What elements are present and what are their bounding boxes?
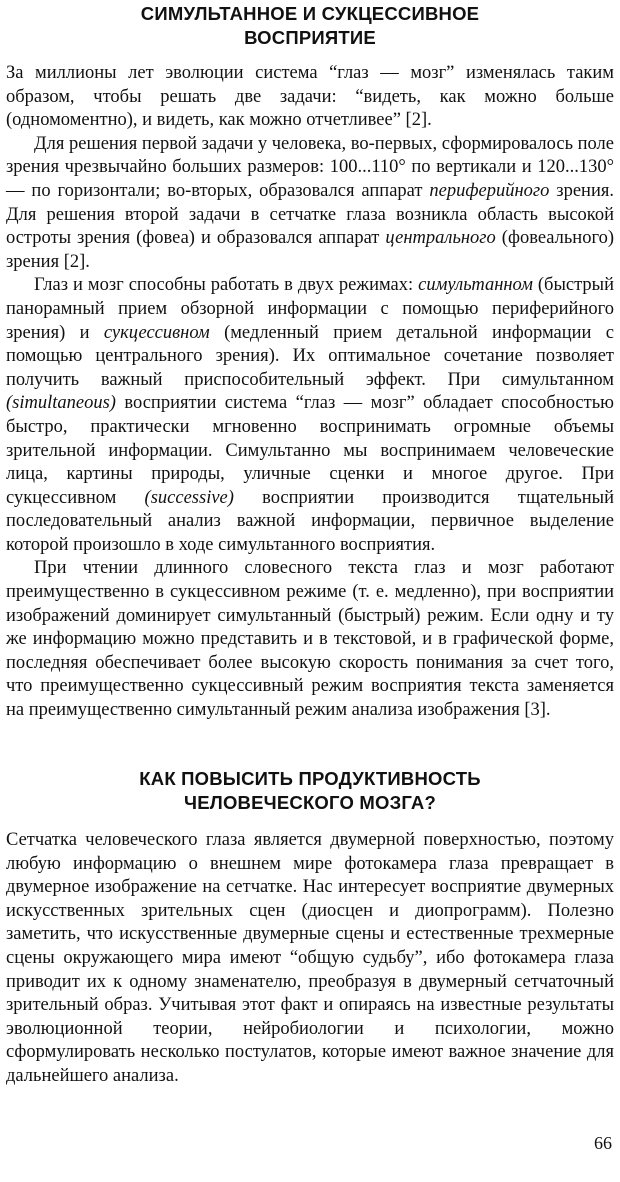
section-title-line: СИМУЛЬТАННОЕ И СУКЦЕССИВНОЕ — [140, 3, 480, 24]
section-title-line: КАК ПОВЫСИТЬ ПРОДУКТИВНОСТЬ — [139, 768, 481, 789]
text-run: Глаз и мозг способны работать в двух режимах: — [34, 275, 419, 296]
text-run: (медленный прием детальной информации с помощью центрального зрения). Их оптимальное сочетание позволяет получить важный приспособительный эффект. При симультанном — [6, 322, 615, 390]
section-title-simultaneous — [0, 2, 620, 50]
section-title-productivity — [0, 767, 620, 815]
italic-term: (successive) — [144, 487, 234, 508]
section-title-line: ЧЕЛОВЕЧЕСКОГО МОЗГА? — [184, 792, 436, 813]
text-run: восприятии система “глаз — мозг” обладает способностью быстро, практически мгновенно воспринимать огромные объемы зрительной информации. Симультанно мы воспринимаем человеческие лица, картины природы, уличные сценки и многое другое. При сукцессивном — [6, 393, 614, 508]
page-number: 66 — [594, 1133, 612, 1153]
text-run: (быстрый панорамный прием обзорной информации с помощью периферийного зрения) и — [6, 275, 614, 343]
italic-term: симультанном — [418, 275, 533, 296]
italic-term: центрального — [385, 228, 496, 249]
paragraph — [6, 133, 614, 275]
text-run: (фовеального) зрения [2]. — [6, 228, 614, 272]
section-title-line: ВОСПРИЯТИЕ — [244, 27, 376, 48]
text-run: зрения. Для решения второй задачи в сетчатке глаза возникла область высокой остроты зрения (фовеа) и образовался аппарат — [6, 180, 614, 249]
section-body-productivity — [6, 829, 614, 1089]
italic-term: (simultaneous) — [6, 393, 116, 414]
paragraph: Сетчатка человеческого глаза является двумерной поверхностью, поэтому любую информацию о внешнем мире фотокамера глаза превращает в двумерное изображение на сетчатке. Нас интересует восприятие двумерных искусственных зрительных сцен (диосцен и диопрограмм). Полезно заметить, что искусственные двумерные сцены и естественные трехмерные сцены окружающего мира имеют “общую судьбу”, ибо фотокамера глаза приводит их к одному знаменателю, преобразуя в двумерный сетчаточный зрительный образ. Учитывая этот факт и опираясь на известные результаты эволюционной теории, нейробиологии и психологии, можно сформулировать несколько постулатов, которые имеют важное значение для дальнейшего анализа. — [6, 830, 614, 1086]
italic-term: сукцессивном — [103, 322, 210, 343]
section-body-simultaneous — [6, 62, 614, 723]
paragraph: При чтении длинного словесного текста глаз и мозг работают преимущественно в сукцессивном режиме (т. е. медленно), при восприятии изображений доминирует симультанный (быстрый) режим. Если одну и ту же информацию можно представить и в текстовой, и в графической форме, последняя обеспечивает более высокую скорость понимания за счет того, что преимущественно сукцессивный режим восприятия текста заменяется на преимущественно симультанный режим анализа изображения [3]. — [6, 558, 614, 721]
paragraph: За миллионы лет эволюции система “глаз — мозг” изменялась таким образом, чтобы решать две задачи: “видеть, как можно больше (одномоментно), и видеть, как можно отчетливее” [2]. — [6, 63, 614, 131]
italic-term: периферийного — [429, 180, 550, 201]
paragraph — [6, 274, 614, 557]
text-run: восприятии производится тщательный последовательный анализ важной информации, первичное выделение которой произошло в ходе симультанного восприятия. — [6, 487, 615, 555]
text-run: Для решения первой задачи у человека, во-первых, сформировалось поле зрения чрезвычайно больших размеров: 100...110° по вертикали и 120...130° — по горизонтали; во-вторых, образовался аппарат — [6, 133, 614, 201]
